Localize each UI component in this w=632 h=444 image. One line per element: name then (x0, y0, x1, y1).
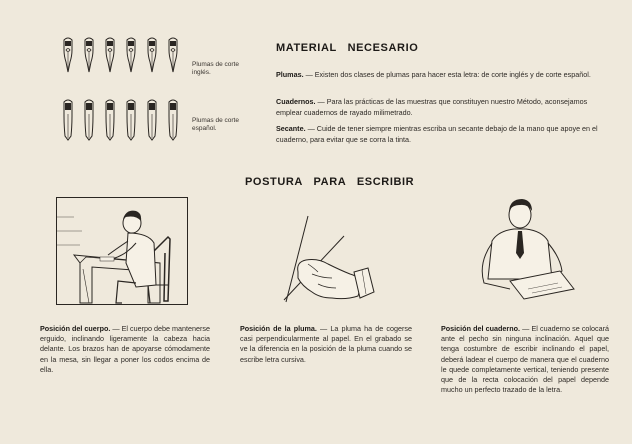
body-posture-illustration (56, 197, 188, 307)
spanish-nib-row (64, 100, 177, 140)
english-nib-row (64, 38, 177, 72)
caption-pluma (240, 324, 412, 365)
caption-cuerpo-term: Posición del cuerpo. (40, 324, 111, 333)
material-heading: MATERIAL NECESARIO (276, 42, 419, 54)
nib-label-spanish: Plumas de corte español. (192, 117, 239, 132)
secante-term: Secante. (276, 124, 306, 133)
plumas-term: Plumas. (276, 70, 304, 79)
cuadernos-text: — Para las prácticas de las muestras que constituyen nuestro Método, aconsejamos emplear cuadernos de rayado milimetrado. (276, 97, 588, 117)
caption-cuerpo-text: — El cuerpo debe mantenerse erguido, inclinando ligeramente la cabeza hacia delante. Los brazos han de apoyarse cómodamente en la mesa, sin llegar a poner los codos encima de ella. (40, 324, 210, 374)
caption-pluma-text: — La pluma ha de cogerse casi perpendicularmente al papel. En el grabado se ve la diferencia en la posición de la pluma cuando se escribe letra cursiva. (240, 324, 412, 364)
secante-paragraph (276, 124, 606, 145)
caption-pluma-term: Posición de la pluma. (240, 324, 317, 333)
pen-nibs-illustration (52, 30, 192, 140)
notebook-posture-illustration (470, 193, 580, 309)
plumas-paragraph (276, 70, 606, 81)
caption-cuaderno-text: — El cuaderno se colocará ante el pecho sin ninguna inclinación. Aquel que tenga costumbre de escribir inclinando el papel, deberá ladear el cuerpo de manera que el cuaderno le quede completamente vertical, teniendo presente que de la recta colocación del papel depende mucho un perfecto trazado de la letra. (441, 324, 610, 395)
nib-label-english: Plumas de corte inglés. (192, 61, 239, 76)
secante-text: — Cuide de tener siempre mientras escriba un secante debajo de la mano que apoye en el cuaderno, para evitar que se corra la tinta. (276, 124, 598, 144)
caption-cuerpo (40, 324, 210, 375)
cuadernos-term: Cuadernos. (276, 97, 316, 106)
cuadernos-paragraph (276, 97, 606, 118)
plumas-text: — Existen dos clases de plumas para hacer esta letra: de corte inglés y de corte español. (303, 70, 591, 79)
caption-cuaderno (441, 324, 609, 395)
caption-cuaderno-term: Posición del cuaderno. (441, 324, 520, 333)
pen-hold-illustration (262, 212, 382, 308)
postura-heading: POSTURA PARA ESCRIBIR (245, 176, 415, 188)
